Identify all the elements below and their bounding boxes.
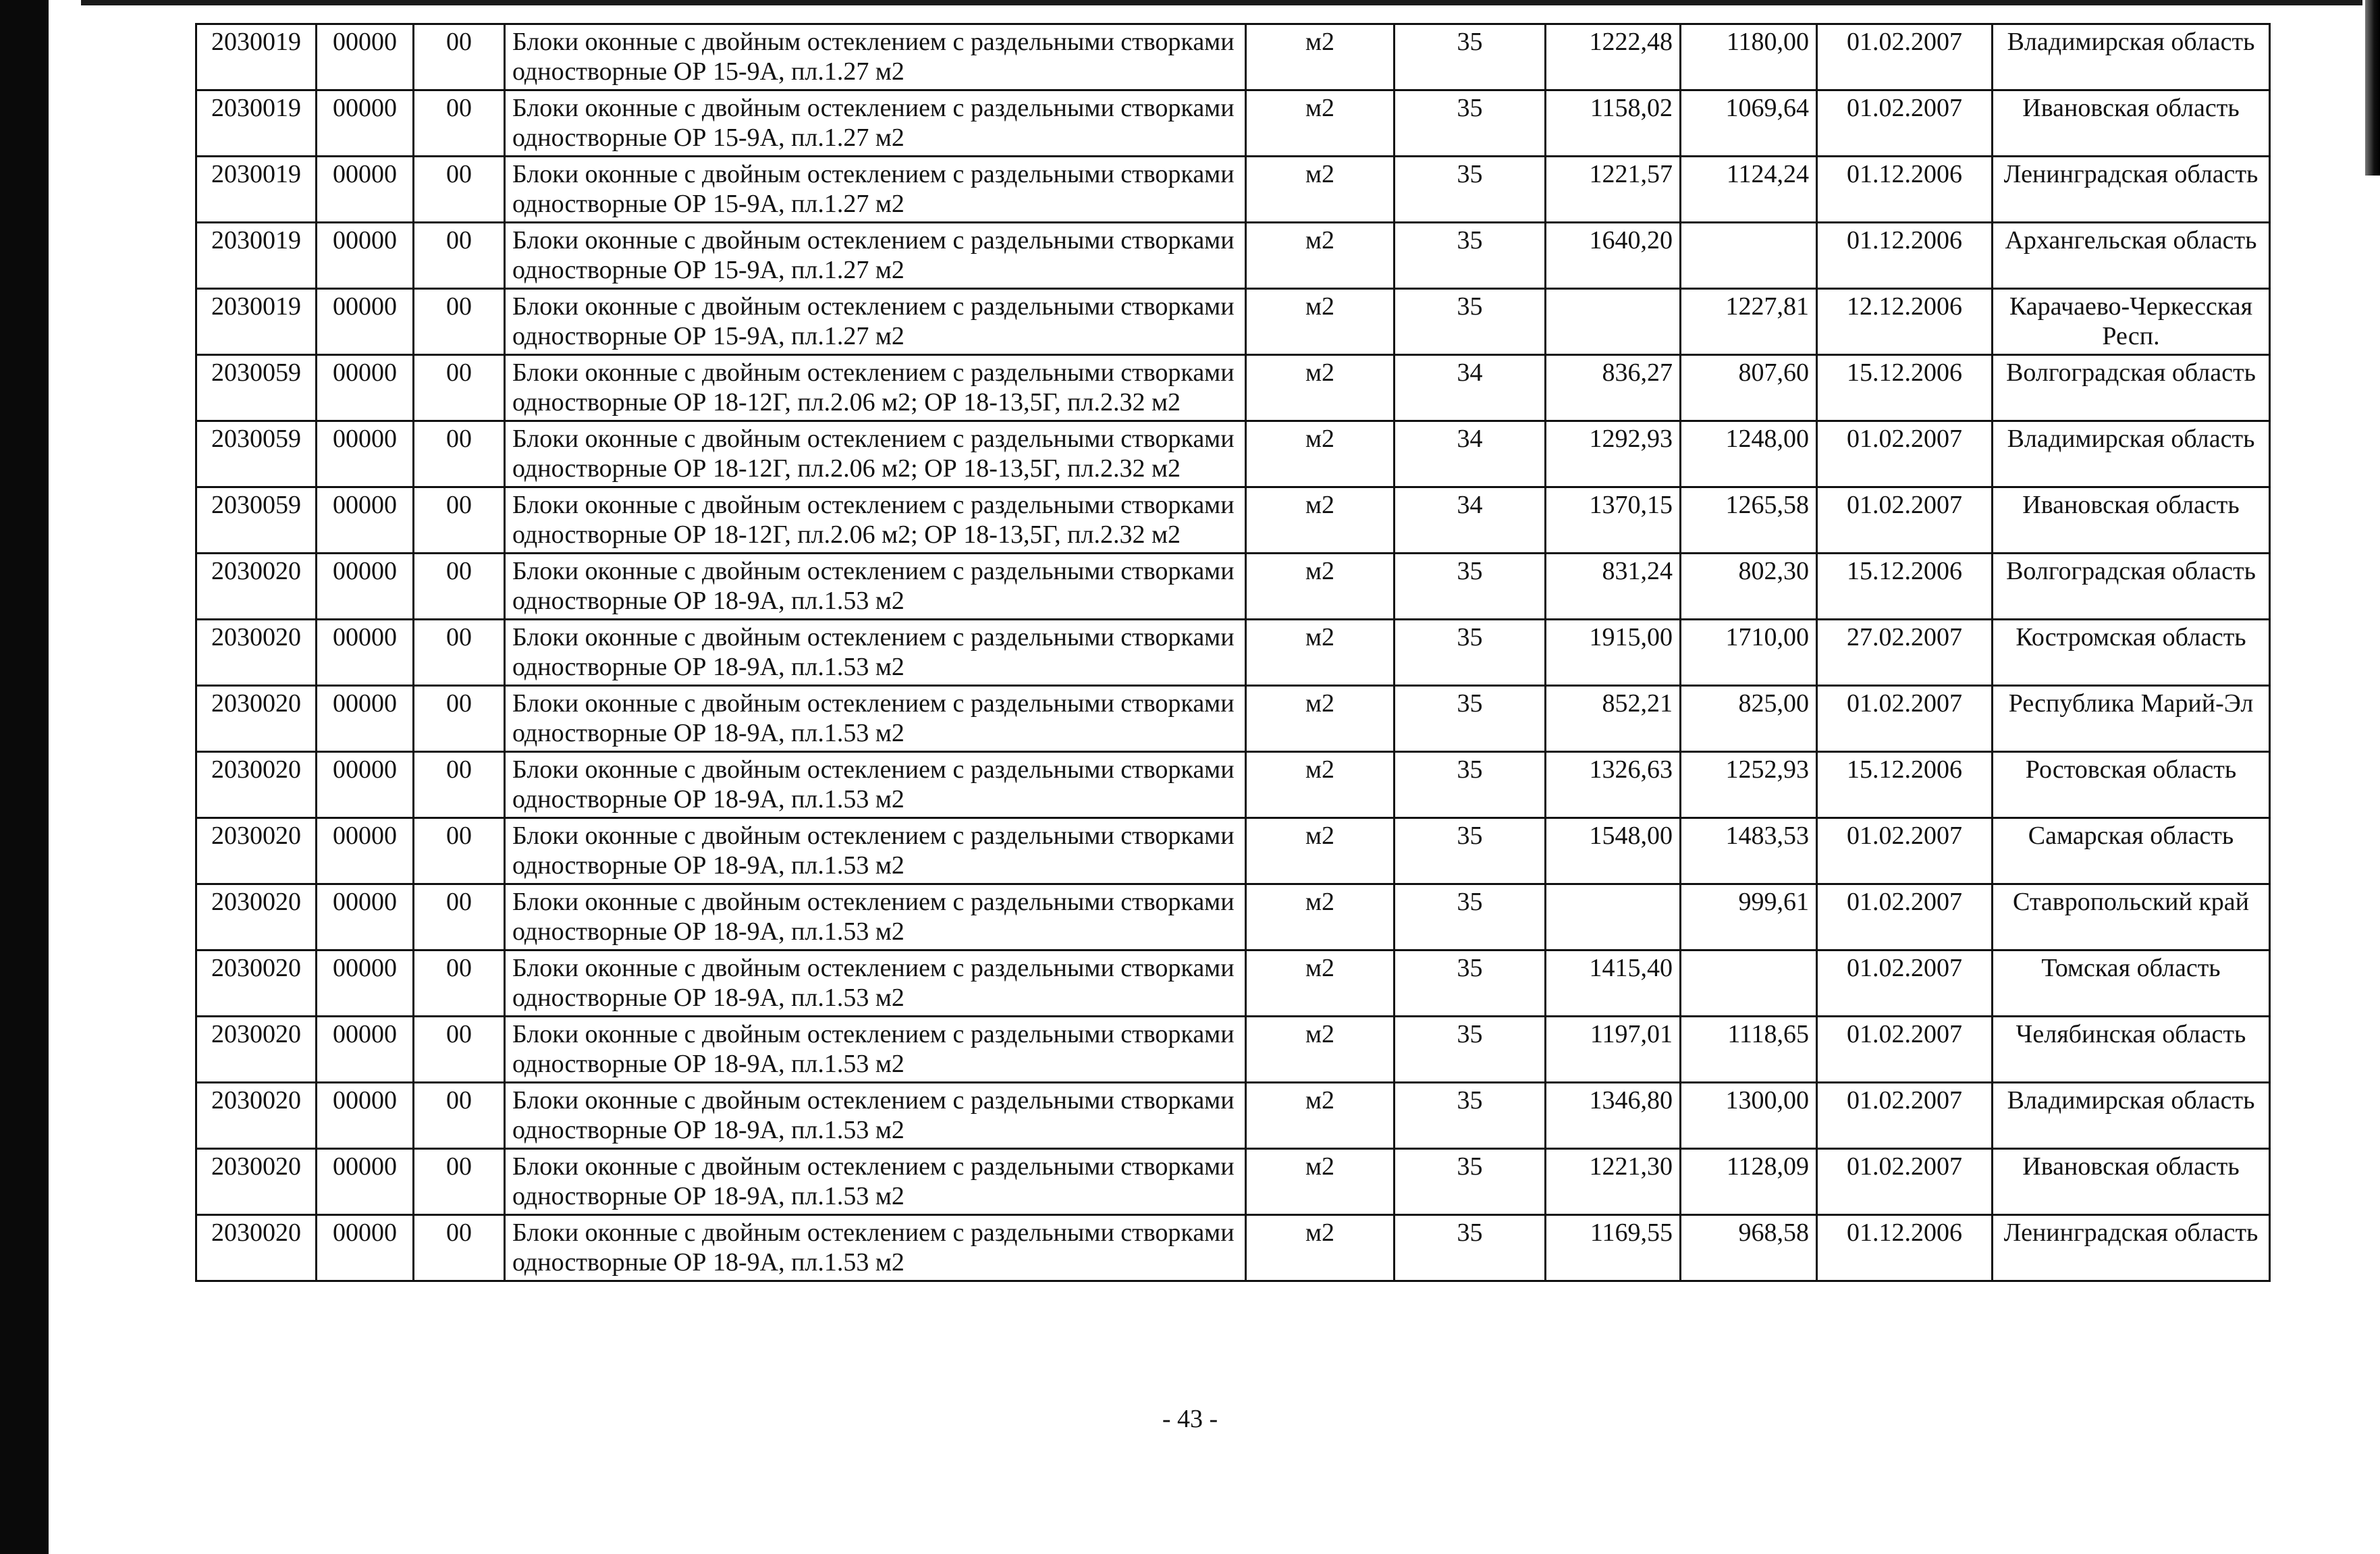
resource-code-cell: 2030020	[196, 1149, 317, 1215]
price-table	[195, 23, 2271, 1282]
price-cell-2: 825,00	[1681, 686, 1817, 752]
group-cell: 35	[1395, 686, 1546, 752]
unit-cell: м2	[1246, 1149, 1395, 1215]
price-cell-2: 999,61	[1681, 884, 1817, 950]
table-row	[196, 620, 2270, 686]
scan-edge-right	[2365, 0, 2380, 176]
resource-code-cell: 2030020	[196, 686, 317, 752]
price-cell-1: 1640,20	[1546, 223, 1681, 289]
unit-cell: м2	[1246, 90, 1395, 157]
table-row	[196, 223, 2270, 289]
region-cell: Ставропольский край	[1993, 884, 2270, 950]
price-cell-1: 836,27	[1546, 355, 1681, 421]
number-cell: 00	[414, 487, 505, 554]
subcode-cell: 00000	[317, 1149, 414, 1215]
description-cell: Блоки оконные с двойным остеклением с раздельными створками одностворные ОР 15-9А, пл.1.27 м2	[505, 289, 1246, 355]
region-cell: Челябинская область	[1993, 1017, 2270, 1083]
price-cell-2: 968,58	[1681, 1215, 1817, 1281]
price-cell-2: 1300,00	[1681, 1083, 1817, 1149]
region-cell: Владимирская область	[1993, 1083, 2270, 1149]
resource-code-cell: 2030059	[196, 487, 317, 554]
date-cell: 12.12.2006	[1817, 289, 1993, 355]
resource-code-cell: 2030020	[196, 620, 317, 686]
price-cell-2	[1681, 950, 1817, 1017]
price-cell-2: 1180,00	[1681, 24, 1817, 90]
date-cell: 01.02.2007	[1817, 1083, 1993, 1149]
date-cell: 01.02.2007	[1817, 487, 1993, 554]
price-cell-1: 1158,02	[1546, 90, 1681, 157]
unit-cell: м2	[1246, 620, 1395, 686]
number-cell: 00	[414, 752, 505, 818]
group-cell: 35	[1395, 223, 1546, 289]
subcode-cell: 00000	[317, 884, 414, 950]
date-cell: 15.12.2006	[1817, 752, 1993, 818]
group-cell: 35	[1395, 818, 1546, 884]
description-cell: Блоки оконные с двойным остеклением с раздельными створками одностворные ОР 18-9А, пл.1.53 м2	[505, 1017, 1246, 1083]
group-cell: 34	[1395, 355, 1546, 421]
unit-cell: м2	[1246, 289, 1395, 355]
unit-cell: м2	[1246, 223, 1395, 289]
description-cell: Блоки оконные с двойным остеклением с раздельными створками одностворные ОР 18-12Г, пл.2.06 м2; ОР 18-13,5Г, пл.2.32 м2	[505, 355, 1246, 421]
price-cell-2: 1118,65	[1681, 1017, 1817, 1083]
group-cell: 35	[1395, 289, 1546, 355]
table-row	[196, 355, 2270, 421]
price-cell-2	[1681, 223, 1817, 289]
price-cell-1: 1370,15	[1546, 487, 1681, 554]
subcode-cell: 00000	[317, 554, 414, 620]
unit-cell: м2	[1246, 487, 1395, 554]
resource-code-cell: 2030020	[196, 554, 317, 620]
date-cell: 27.02.2007	[1817, 620, 1993, 686]
unit-cell: м2	[1246, 884, 1395, 950]
number-cell: 00	[414, 1149, 505, 1215]
resource-code-cell: 2030019	[196, 90, 317, 157]
date-cell: 01.02.2007	[1817, 90, 1993, 157]
subcode-cell: 00000	[317, 818, 414, 884]
date-cell: 01.02.2007	[1817, 421, 1993, 487]
number-cell: 00	[414, 884, 505, 950]
region-cell: Ивановская область	[1993, 90, 2270, 157]
subcode-cell: 00000	[317, 355, 414, 421]
subcode-cell: 00000	[317, 223, 414, 289]
description-cell: Блоки оконные с двойным остеклением с раздельными створками одностворные ОР 18-12Г, пл.2.06 м2; ОР 18-13,5Г, пл.2.32 м2	[505, 487, 1246, 554]
price-cell-1: 1326,63	[1546, 752, 1681, 818]
resource-code-cell: 2030019	[196, 157, 317, 223]
description-cell: Блоки оконные с двойным остеклением с раздельными створками одностворные ОР 18-9А, пл.1.53 м2	[505, 884, 1246, 950]
table-body	[196, 24, 2270, 1281]
region-cell: Ленинградская область	[1993, 157, 2270, 223]
scan-edge-left	[0, 0, 49, 1554]
resource-code-cell: 2030019	[196, 289, 317, 355]
price-cell-1: 1221,57	[1546, 157, 1681, 223]
price-cell-2: 1252,93	[1681, 752, 1817, 818]
price-cell-1: 1169,55	[1546, 1215, 1681, 1281]
group-cell: 35	[1395, 1149, 1546, 1215]
description-cell: Блоки оконные с двойным остеклением с раздельными створками одностворные ОР 18-9А, пл.1.53 м2	[505, 620, 1246, 686]
table-row	[196, 24, 2270, 90]
price-cell-1	[1546, 884, 1681, 950]
description-cell: Блоки оконные с двойным остеклением с раздельными створками одностворные ОР 18-9А, пл.1.53 м2	[505, 818, 1246, 884]
description-cell: Блоки оконные с двойным остеклением с раздельными створками одностворные ОР 15-9А, пл.1.27 м2	[505, 157, 1246, 223]
page-number: - 43 -	[1162, 1405, 1218, 1433]
price-cell-2: 1248,00	[1681, 421, 1817, 487]
price-cell-2: 1227,81	[1681, 289, 1817, 355]
number-cell: 00	[414, 1017, 505, 1083]
price-cell-2: 1069,64	[1681, 90, 1817, 157]
price-cell-1: 1415,40	[1546, 950, 1681, 1017]
unit-cell: м2	[1246, 24, 1395, 90]
date-cell: 01.12.2006	[1817, 157, 1993, 223]
unit-cell: м2	[1246, 421, 1395, 487]
table-row	[196, 554, 2270, 620]
number-cell: 00	[414, 818, 505, 884]
resource-code-cell: 2030020	[196, 1017, 317, 1083]
price-cell-2: 807,60	[1681, 355, 1817, 421]
region-cell: Ивановская область	[1993, 1149, 2270, 1215]
date-cell: 01.12.2006	[1817, 1215, 1993, 1281]
price-cell-2: 802,30	[1681, 554, 1817, 620]
description-cell: Блоки оконные с двойным остеклением с раздельными створками одностворные ОР 15-9А, пл.1.27 м2	[505, 90, 1246, 157]
number-cell: 00	[414, 421, 505, 487]
table-row	[196, 884, 2270, 950]
resource-code-cell: 2030020	[196, 1215, 317, 1281]
price-cell-1: 1222,48	[1546, 24, 1681, 90]
date-cell: 01.02.2007	[1817, 950, 1993, 1017]
subcode-cell: 00000	[317, 487, 414, 554]
number-cell: 00	[414, 620, 505, 686]
table-row	[196, 752, 2270, 818]
group-cell: 35	[1395, 1083, 1546, 1149]
resource-code-cell: 2030059	[196, 355, 317, 421]
region-cell: Волгоградская область	[1993, 554, 2270, 620]
region-cell: Архангельская область	[1993, 223, 2270, 289]
price-cell-1: 1197,01	[1546, 1017, 1681, 1083]
unit-cell: м2	[1246, 752, 1395, 818]
unit-cell: м2	[1246, 1017, 1395, 1083]
unit-cell: м2	[1246, 554, 1395, 620]
region-cell: Карачаево-Черкесская Респ.	[1993, 289, 2270, 355]
description-cell: Блоки оконные с двойным остеклением с раздельными створками одностворные ОР 18-9А, пл.1.53 м2	[505, 554, 1246, 620]
price-cell-2: 1710,00	[1681, 620, 1817, 686]
number-cell: 00	[414, 554, 505, 620]
region-cell: Ивановская область	[1993, 487, 2270, 554]
group-cell: 35	[1395, 1017, 1546, 1083]
number-cell: 00	[414, 223, 505, 289]
date-cell: 15.12.2006	[1817, 554, 1993, 620]
region-cell: Самарская область	[1993, 818, 2270, 884]
region-cell: Владимирская область	[1993, 24, 2270, 90]
unit-cell: м2	[1246, 950, 1395, 1017]
price-cell-1: 1548,00	[1546, 818, 1681, 884]
description-cell: Блоки оконные с двойным остеклением с раздельными створками одностворные ОР 18-9А, пл.1.53 м2	[505, 752, 1246, 818]
price-cell-1: 1346,80	[1546, 1083, 1681, 1149]
unit-cell: м2	[1246, 157, 1395, 223]
price-cell-1: 1221,30	[1546, 1149, 1681, 1215]
subcode-cell: 00000	[317, 289, 414, 355]
region-cell: Ленинградская область	[1993, 1215, 2270, 1281]
description-cell: Блоки оконные с двойным остеклением с раздельными створками одностворные ОР 15-9А, пл.1.27 м2	[505, 223, 1246, 289]
description-cell: Блоки оконные с двойным остеклением с раздельными створками одностворные ОР 18-9А, пл.1.53 м2	[505, 1149, 1246, 1215]
resource-code-cell: 2030019	[196, 24, 317, 90]
subcode-cell: 00000	[317, 950, 414, 1017]
number-cell: 00	[414, 686, 505, 752]
table-row	[196, 1017, 2270, 1083]
unit-cell: м2	[1246, 686, 1395, 752]
date-cell: 01.02.2007	[1817, 24, 1993, 90]
table-row	[196, 289, 2270, 355]
region-cell: Томская область	[1993, 950, 2270, 1017]
group-cell: 34	[1395, 421, 1546, 487]
price-cell-1: 1915,00	[1546, 620, 1681, 686]
group-cell: 35	[1395, 90, 1546, 157]
group-cell: 35	[1395, 950, 1546, 1017]
table-row	[196, 950, 2270, 1017]
number-cell: 00	[414, 24, 505, 90]
subcode-cell: 00000	[317, 1215, 414, 1281]
table-row	[196, 1149, 2270, 1215]
group-cell: 35	[1395, 1215, 1546, 1281]
date-cell: 01.02.2007	[1817, 686, 1993, 752]
date-cell: 01.02.2007	[1817, 1149, 1993, 1215]
table-row	[196, 157, 2270, 223]
subcode-cell: 00000	[317, 752, 414, 818]
description-cell: Блоки оконные с двойным остеклением с раздельными створками одностворные ОР 18-9А, пл.1.53 м2	[505, 950, 1246, 1017]
number-cell: 00	[414, 90, 505, 157]
subcode-cell: 00000	[317, 620, 414, 686]
price-cell-2: 1124,24	[1681, 157, 1817, 223]
region-cell: Республика Марий-Эл	[1993, 686, 2270, 752]
region-cell: Костромская область	[1993, 620, 2270, 686]
resource-code-cell: 2030020	[196, 1083, 317, 1149]
group-cell: 35	[1395, 620, 1546, 686]
subcode-cell: 00000	[317, 90, 414, 157]
number-cell: 00	[414, 157, 505, 223]
number-cell: 00	[414, 950, 505, 1017]
date-cell: 01.02.2007	[1817, 818, 1993, 884]
group-cell: 35	[1395, 157, 1546, 223]
unit-cell: м2	[1246, 355, 1395, 421]
subcode-cell: 00000	[317, 421, 414, 487]
description-cell: Блоки оконные с двойным остеклением с раздельными створками одностворные ОР 18-9А, пл.1.53 м2	[505, 1083, 1246, 1149]
number-cell: 00	[414, 289, 505, 355]
subcode-cell: 00000	[317, 24, 414, 90]
date-cell: 01.02.2007	[1817, 1017, 1993, 1083]
table-row	[196, 1215, 2270, 1281]
date-cell: 15.12.2006	[1817, 355, 1993, 421]
price-cell-2: 1265,58	[1681, 487, 1817, 554]
number-cell: 00	[414, 1215, 505, 1281]
group-cell: 34	[1395, 487, 1546, 554]
table-row	[196, 686, 2270, 752]
unit-cell: м2	[1246, 818, 1395, 884]
unit-cell: м2	[1246, 1215, 1395, 1281]
group-cell: 35	[1395, 24, 1546, 90]
date-cell: 01.02.2007	[1817, 884, 1993, 950]
price-cell-1: 1292,93	[1546, 421, 1681, 487]
group-cell: 35	[1395, 884, 1546, 950]
price-cell-2: 1128,09	[1681, 1149, 1817, 1215]
price-cell-1: 852,21	[1546, 686, 1681, 752]
region-cell: Ростовская область	[1993, 752, 2270, 818]
description-cell: Блоки оконные с двойным остеклением с раздельными створками одностворные ОР 18-12Г, пл.2.06 м2; ОР 18-13,5Г, пл.2.32 м2	[505, 421, 1246, 487]
region-cell: Владимирская область	[1993, 421, 2270, 487]
table-row	[196, 90, 2270, 157]
table-row	[196, 421, 2270, 487]
resource-code-cell: 2030020	[196, 752, 317, 818]
group-cell: 35	[1395, 554, 1546, 620]
resource-code-cell: 2030020	[196, 884, 317, 950]
subcode-cell: 00000	[317, 157, 414, 223]
table-row	[196, 1083, 2270, 1149]
date-cell: 01.12.2006	[1817, 223, 1993, 289]
description-cell: Блоки оконные с двойным остеклением с раздельными створками одностворные ОР 18-9А, пл.1.53 м2	[505, 1215, 1246, 1281]
description-cell: Блоки оконные с двойным остеклением с раздельными створками одностворные ОР 15-9А, пл.1.27 м2	[505, 24, 1246, 90]
resource-code-cell: 2030020	[196, 818, 317, 884]
subcode-cell: 00000	[317, 1083, 414, 1149]
resource-code-cell: 2030059	[196, 421, 317, 487]
region-cell: Волгоградская область	[1993, 355, 2270, 421]
description-cell: Блоки оконные с двойным остеклением с раздельными створками одностворные ОР 18-9А, пл.1.53 м2	[505, 686, 1246, 752]
unit-cell: м2	[1246, 1083, 1395, 1149]
price-cell-1: 831,24	[1546, 554, 1681, 620]
price-cell-1	[1546, 289, 1681, 355]
scan-edge-top	[81, 0, 2362, 5]
number-cell: 00	[414, 1083, 505, 1149]
number-cell: 00	[414, 355, 505, 421]
group-cell: 35	[1395, 752, 1546, 818]
price-cell-2: 1483,53	[1681, 818, 1817, 884]
subcode-cell: 00000	[317, 686, 414, 752]
resource-code-cell: 2030020	[196, 950, 317, 1017]
subcode-cell: 00000	[317, 1017, 414, 1083]
resource-code-cell: 2030019	[196, 223, 317, 289]
table-row	[196, 487, 2270, 554]
table-row	[196, 818, 2270, 884]
